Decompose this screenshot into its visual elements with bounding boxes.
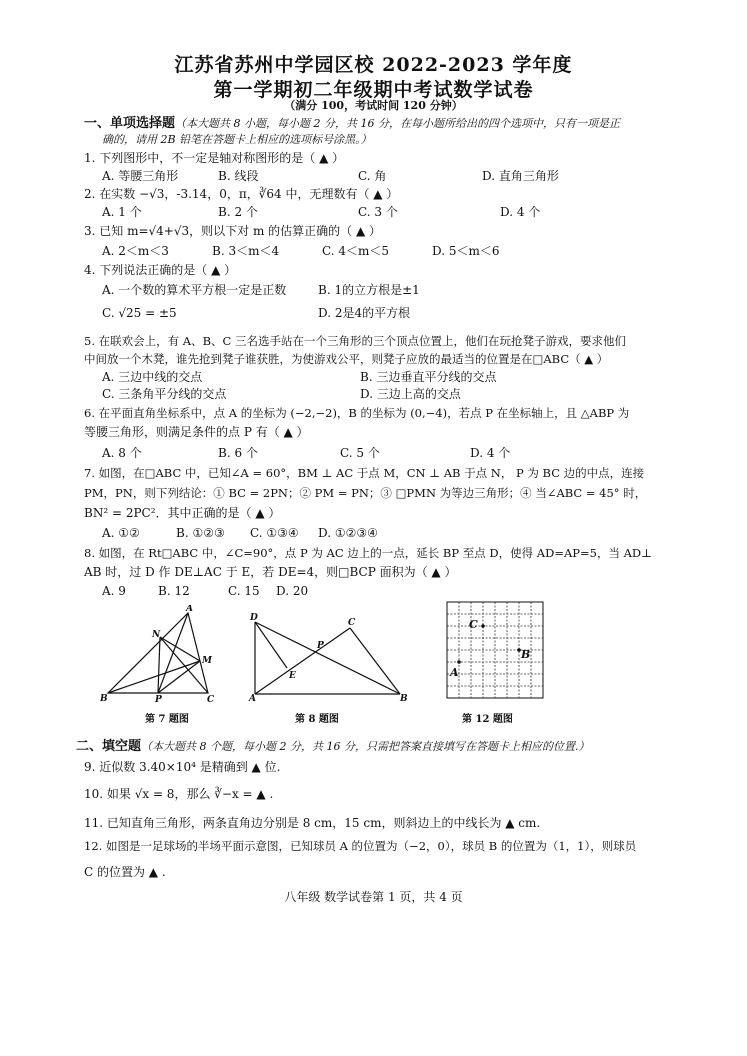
q6-line1: 6. 在平面直角坐标系中，点 A 的坐标为 (−2,−2)，B 的坐标为 (0,−4)，若点 P 在坐标轴上，且 △ABP 为 <box>84 406 630 420</box>
q5-option-d: D. 三边上高的交点 <box>360 387 461 401</box>
q2-option-b: B. 2 个 <box>218 205 258 219</box>
section1-line1 <box>84 115 620 132</box>
q4-option-a: A. 一个数的算术平方根一定是正数 <box>102 283 287 297</box>
fig12-point-a <box>457 660 461 664</box>
q7-line1: 7. 如图，在□ABC 中，已知∠A = 60°，BM ⊥ AC 于点 M，CN ⊥ AB 于点 N， P 为 BC 边的中点，连接 <box>84 466 645 480</box>
figure-8-caption: 第 8 题图 <box>295 714 339 725</box>
figure-12-caption: 第 12 题图 <box>462 714 513 725</box>
fig7-label-c: C <box>207 695 215 705</box>
q7-line3: BN² = 2PC²．其中正确的是（ ▲ ） <box>84 506 281 520</box>
q5-option-a: A. 三边中线的交点 <box>102 370 203 384</box>
exam-subtitle: （满分 100，考试时间 120 分钟） <box>284 99 463 112</box>
q6-option-a: A. 8 个 <box>102 446 142 460</box>
fig12-point-c <box>481 624 485 628</box>
section1-instr1: （本大题共 8 小题，每小题 2 分，共 16 分，在每小题所给出的四个选项中，只有一项是正 <box>175 117 620 130</box>
fig8-label-a: A <box>249 694 256 702</box>
fig7-label-a: A <box>186 605 193 614</box>
figure-8-diagram <box>245 612 410 702</box>
q3-option-c: C. 4＜m＜5 <box>322 244 390 258</box>
section1-instr2: 确的，请用 2B 铅笔在答题卡上相应的选项标号涂黑。） <box>102 133 372 146</box>
fig8-line-ac <box>255 628 350 694</box>
exam-title-school: 江苏省苏州中学园区校 2022-2023 学年度 <box>174 54 573 76</box>
q5-option-b: B. 三边垂直平分线的交点 <box>360 370 497 384</box>
q8-line1: 8. 如图，在 Rt□ABC 中，∠C=90°，点 P 为 AC 边上的一点，延长 BP 至点 D，使得 AD=AP=5，当 AD⊥ <box>84 546 652 560</box>
q2-option-c: C. 3 个 <box>358 205 398 219</box>
q9-text: 9. 近似数 3.40×10⁴ 是精确到 ▲ 位. <box>84 760 281 774</box>
figure-12-diagram <box>442 597 552 702</box>
q1-option-c: C. 角 <box>358 169 387 183</box>
q8-line2: AB 时，过 D 作 DE⊥AC 于 E，若 DE=4，则□BCP 面积为（ ▲ ） <box>84 565 457 579</box>
q1-option-d: D. 直角三角形 <box>482 169 559 183</box>
q8-option-d: D. 20 <box>276 584 309 598</box>
page-footer: 八年级 数学试卷第 1 页，共 4 页 <box>284 890 463 904</box>
q11-text: 11. 已知直角三角形，两条直角边分别是 8 cm，15 cm，则斜边上的中线长为 ▲ cm. <box>84 816 541 830</box>
fig8-label-e: E <box>289 671 296 681</box>
section2-instr: （本大题共 8 个题，每小题 2 分，共 16 分，只需把答案直接填写在答题卡上相应的位置.） <box>141 740 590 753</box>
section2-heading: 二、填空题 <box>76 739 142 754</box>
fig7-label-b: B <box>100 694 108 704</box>
fig8-line-db <box>255 622 400 694</box>
fig8-label-p: P <box>317 641 324 651</box>
section1-heading: 一、单项选择题 <box>84 116 176 131</box>
q2-option-d: D. 4 个 <box>500 205 541 219</box>
fig8-label-b: B <box>400 694 408 702</box>
fig12-label-c: C <box>469 618 478 631</box>
fig7-line-pn <box>158 637 160 693</box>
section2-line <box>76 738 589 755</box>
q1-option-b: B. 线段 <box>218 169 259 183</box>
q4-option-d: D. 2是4的平方根 <box>318 306 411 320</box>
q2-stem: 2. 在实数 −√3，-3.14，0，π，∛64 中，无理数有（ ▲ ） <box>84 187 399 201</box>
fig8-label-c: C <box>348 618 356 628</box>
fig8-line-cb <box>350 628 400 694</box>
q4-option-c: C. √25 = ±5 <box>102 306 177 320</box>
q2-option-a: A. 1 个 <box>102 205 142 219</box>
q7-option-d: D. ①②③④ <box>318 526 378 540</box>
q8-option-a: A. 9 <box>102 584 126 598</box>
q7-option-a: A. ①② <box>102 526 140 540</box>
q7-option-b: B. ①②③ <box>176 526 225 540</box>
q4-option-b: B. 1的立方根是±1 <box>318 283 420 297</box>
q5-line2: 中间放一个木凳，谁先抢到凳子谁获胜，为使游戏公平，则凳子应放的最适当的位置是在□ABC（ ▲ ） <box>84 352 609 366</box>
q12-line1: 12. 如图是一足球场的半场平面示意图，已知球员 A 的位置为（−2，0），球员 B 的位置为（1，1），则球员 <box>84 839 637 853</box>
q3-stem: 3. 已知 m=√4+√3，则以下对 m 的估算正确的（ ▲ ） <box>84 224 381 238</box>
q8-option-c: C. 15 <box>228 584 260 598</box>
fig7-line-nm <box>160 637 200 661</box>
q6-option-c: C. 5 个 <box>340 446 380 460</box>
figure-7-caption: 第 7 题图 <box>145 714 189 725</box>
fig7-label-n: N <box>152 630 161 640</box>
fig7-label-m: M <box>202 656 212 666</box>
q3-option-b: B. 3＜m＜4 <box>212 244 280 258</box>
q3-option-d: D. 5＜m＜6 <box>432 244 500 258</box>
q5-option-c: C. 三条角平分线的交点 <box>102 387 227 401</box>
q10-text: 10. 如果 √x = 8，那么 ∛−x = ▲ . <box>84 787 274 801</box>
q7-option-c: C. ①③④ <box>250 526 299 540</box>
fig12-label-a: A <box>450 666 459 679</box>
q6-line2: 等腰三角形，则满足条件的点 P 有（ ▲ ） <box>84 425 309 439</box>
fig12-label-b: B <box>521 648 531 661</box>
q6-option-d: D. 4 个 <box>470 446 511 460</box>
fig8-line-de <box>255 622 287 668</box>
q12-line2: C 的位置为 ▲ . <box>84 865 166 879</box>
exam-title-paper: 第一学期初二年级期中考试数学试卷 <box>213 79 534 101</box>
figure-7-diagram <box>100 605 230 705</box>
fig8-label-d: D <box>250 613 258 623</box>
q5-line1: 5. 在联欢会上，有 A、B、C 三名选手站在一个三角形的三个顶点位置上，他们在玩抢凳子游戏，要求他们 <box>84 334 626 348</box>
q3-option-a: A. 2＜m＜3 <box>102 244 169 258</box>
q7-line2: PM，PN，则下列结论：① BC = 2PN；② PM = PN；③ □PMN 为等边三角形；④ 当∠ABC = 45° 时， <box>84 486 647 500</box>
fig7-label-p: P <box>155 695 162 705</box>
q1-option-a: A. 等腰三角形 <box>102 169 179 183</box>
q8-option-b: B. 12 <box>158 584 190 598</box>
fig7-line-bm <box>108 661 200 693</box>
q4-stem: 4. 下列说法正确的是（ ▲ ） <box>84 263 237 277</box>
q6-option-b: B. 6 个 <box>218 446 258 460</box>
q1-stem: 1. 下列图形中，不一定是轴对称图形的是（ ▲ ） <box>84 151 345 165</box>
